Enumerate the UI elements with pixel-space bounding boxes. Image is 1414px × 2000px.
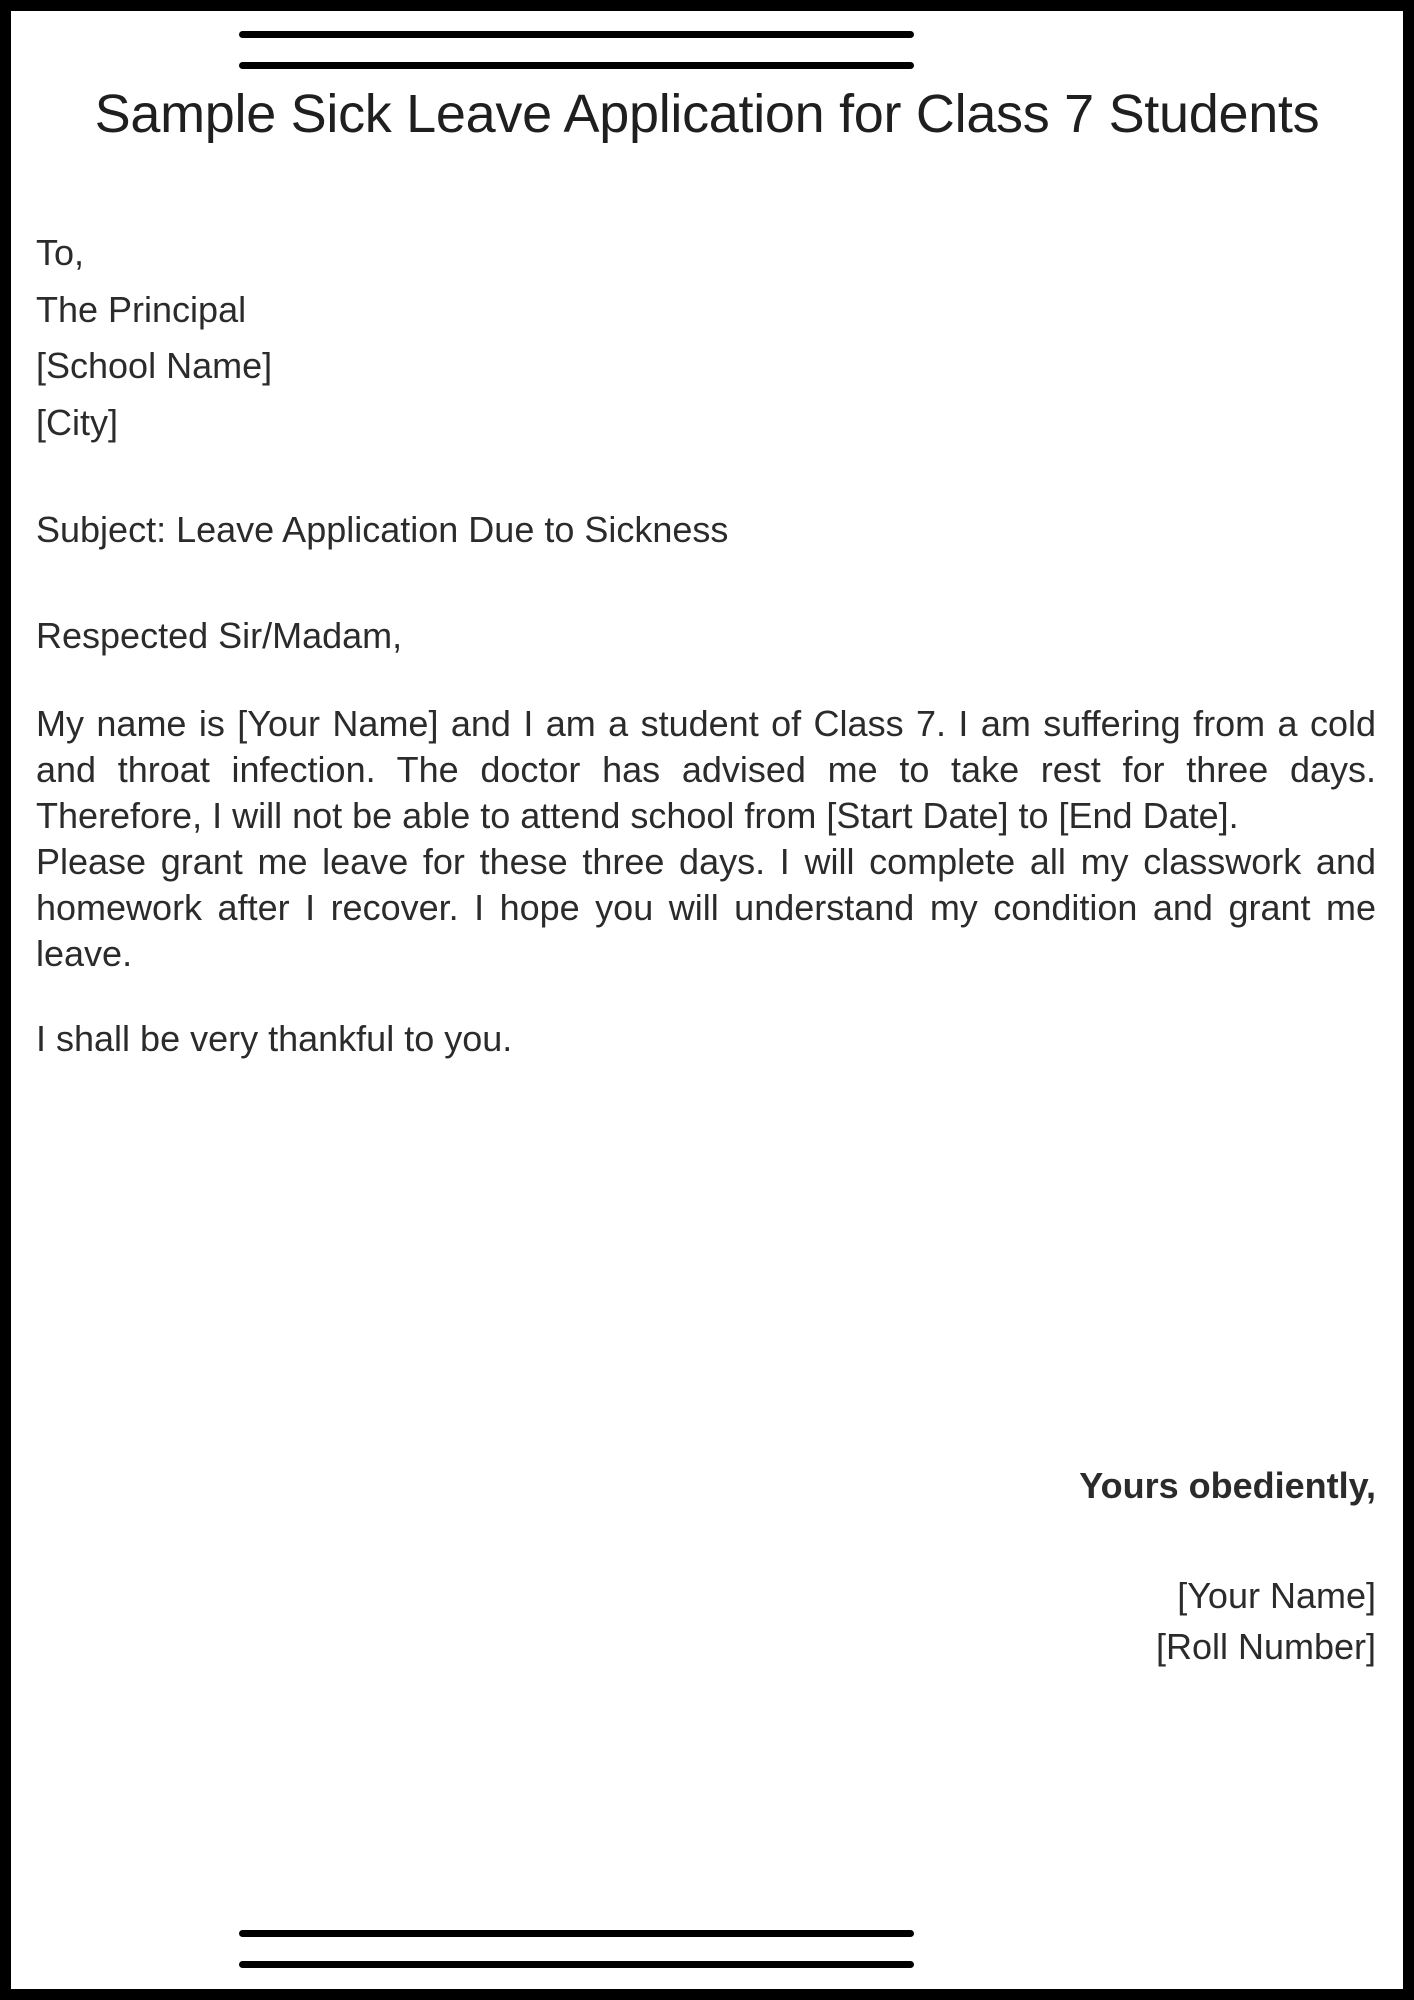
signature-roll-number: [Roll Number] [1155, 1625, 1376, 1667]
document-inner [11, 11, 1403, 1989]
top-rule-2 [239, 62, 914, 69]
top-rule-1 [239, 31, 914, 38]
top-rule-group [239, 31, 914, 69]
signature-name: [Your Name] [1177, 1574, 1376, 1616]
recipient-designation: The Principal [36, 288, 247, 330]
signature-closing: Yours obediently, [1079, 1465, 1376, 1506]
spacer-after-subject [36, 557, 1376, 609]
signature-gap [36, 1510, 1376, 1570]
bottom-rule-1 [239, 1930, 914, 1937]
recipient-city: [City] [36, 401, 119, 443]
page-title: Sample Sick Leave Application for Class 7 Students [94, 84, 1320, 144]
recipient-school-name: [School Name] [36, 345, 273, 387]
letter-body [36, 225, 1376, 1065]
spacer-after-salutation [36, 663, 1376, 701]
bottom-rule-group [239, 1930, 914, 1968]
closing-note: I shall be very thankful to you. [36, 1018, 513, 1060]
spacer-after-address [36, 451, 1376, 503]
subject-line: Subject: Leave Application Due to Sickness [36, 509, 729, 551]
bottom-rule-2 [239, 1961, 914, 1968]
signature-block [36, 1463, 1376, 1672]
recipient-to-label: To, [36, 232, 85, 273]
salutation: Respected Sir/Madam, [36, 615, 403, 657]
spacer-before-closing-note [36, 976, 1376, 1014]
body-paragraph-2: Please grant me leave for these three days. I will complete all my classwork and homework after I recover. I hope you will understand my condition and grant me leave. [36, 840, 1376, 974]
body-paragraph-1: My name is [Your Name] and I am a student of Class 7. I am suffering from a cold and throat infection. The doctor has advised me to take rest for three days. Therefore, I will not be able to attend school from [Start Date] to [End Date]. [36, 703, 1376, 836]
